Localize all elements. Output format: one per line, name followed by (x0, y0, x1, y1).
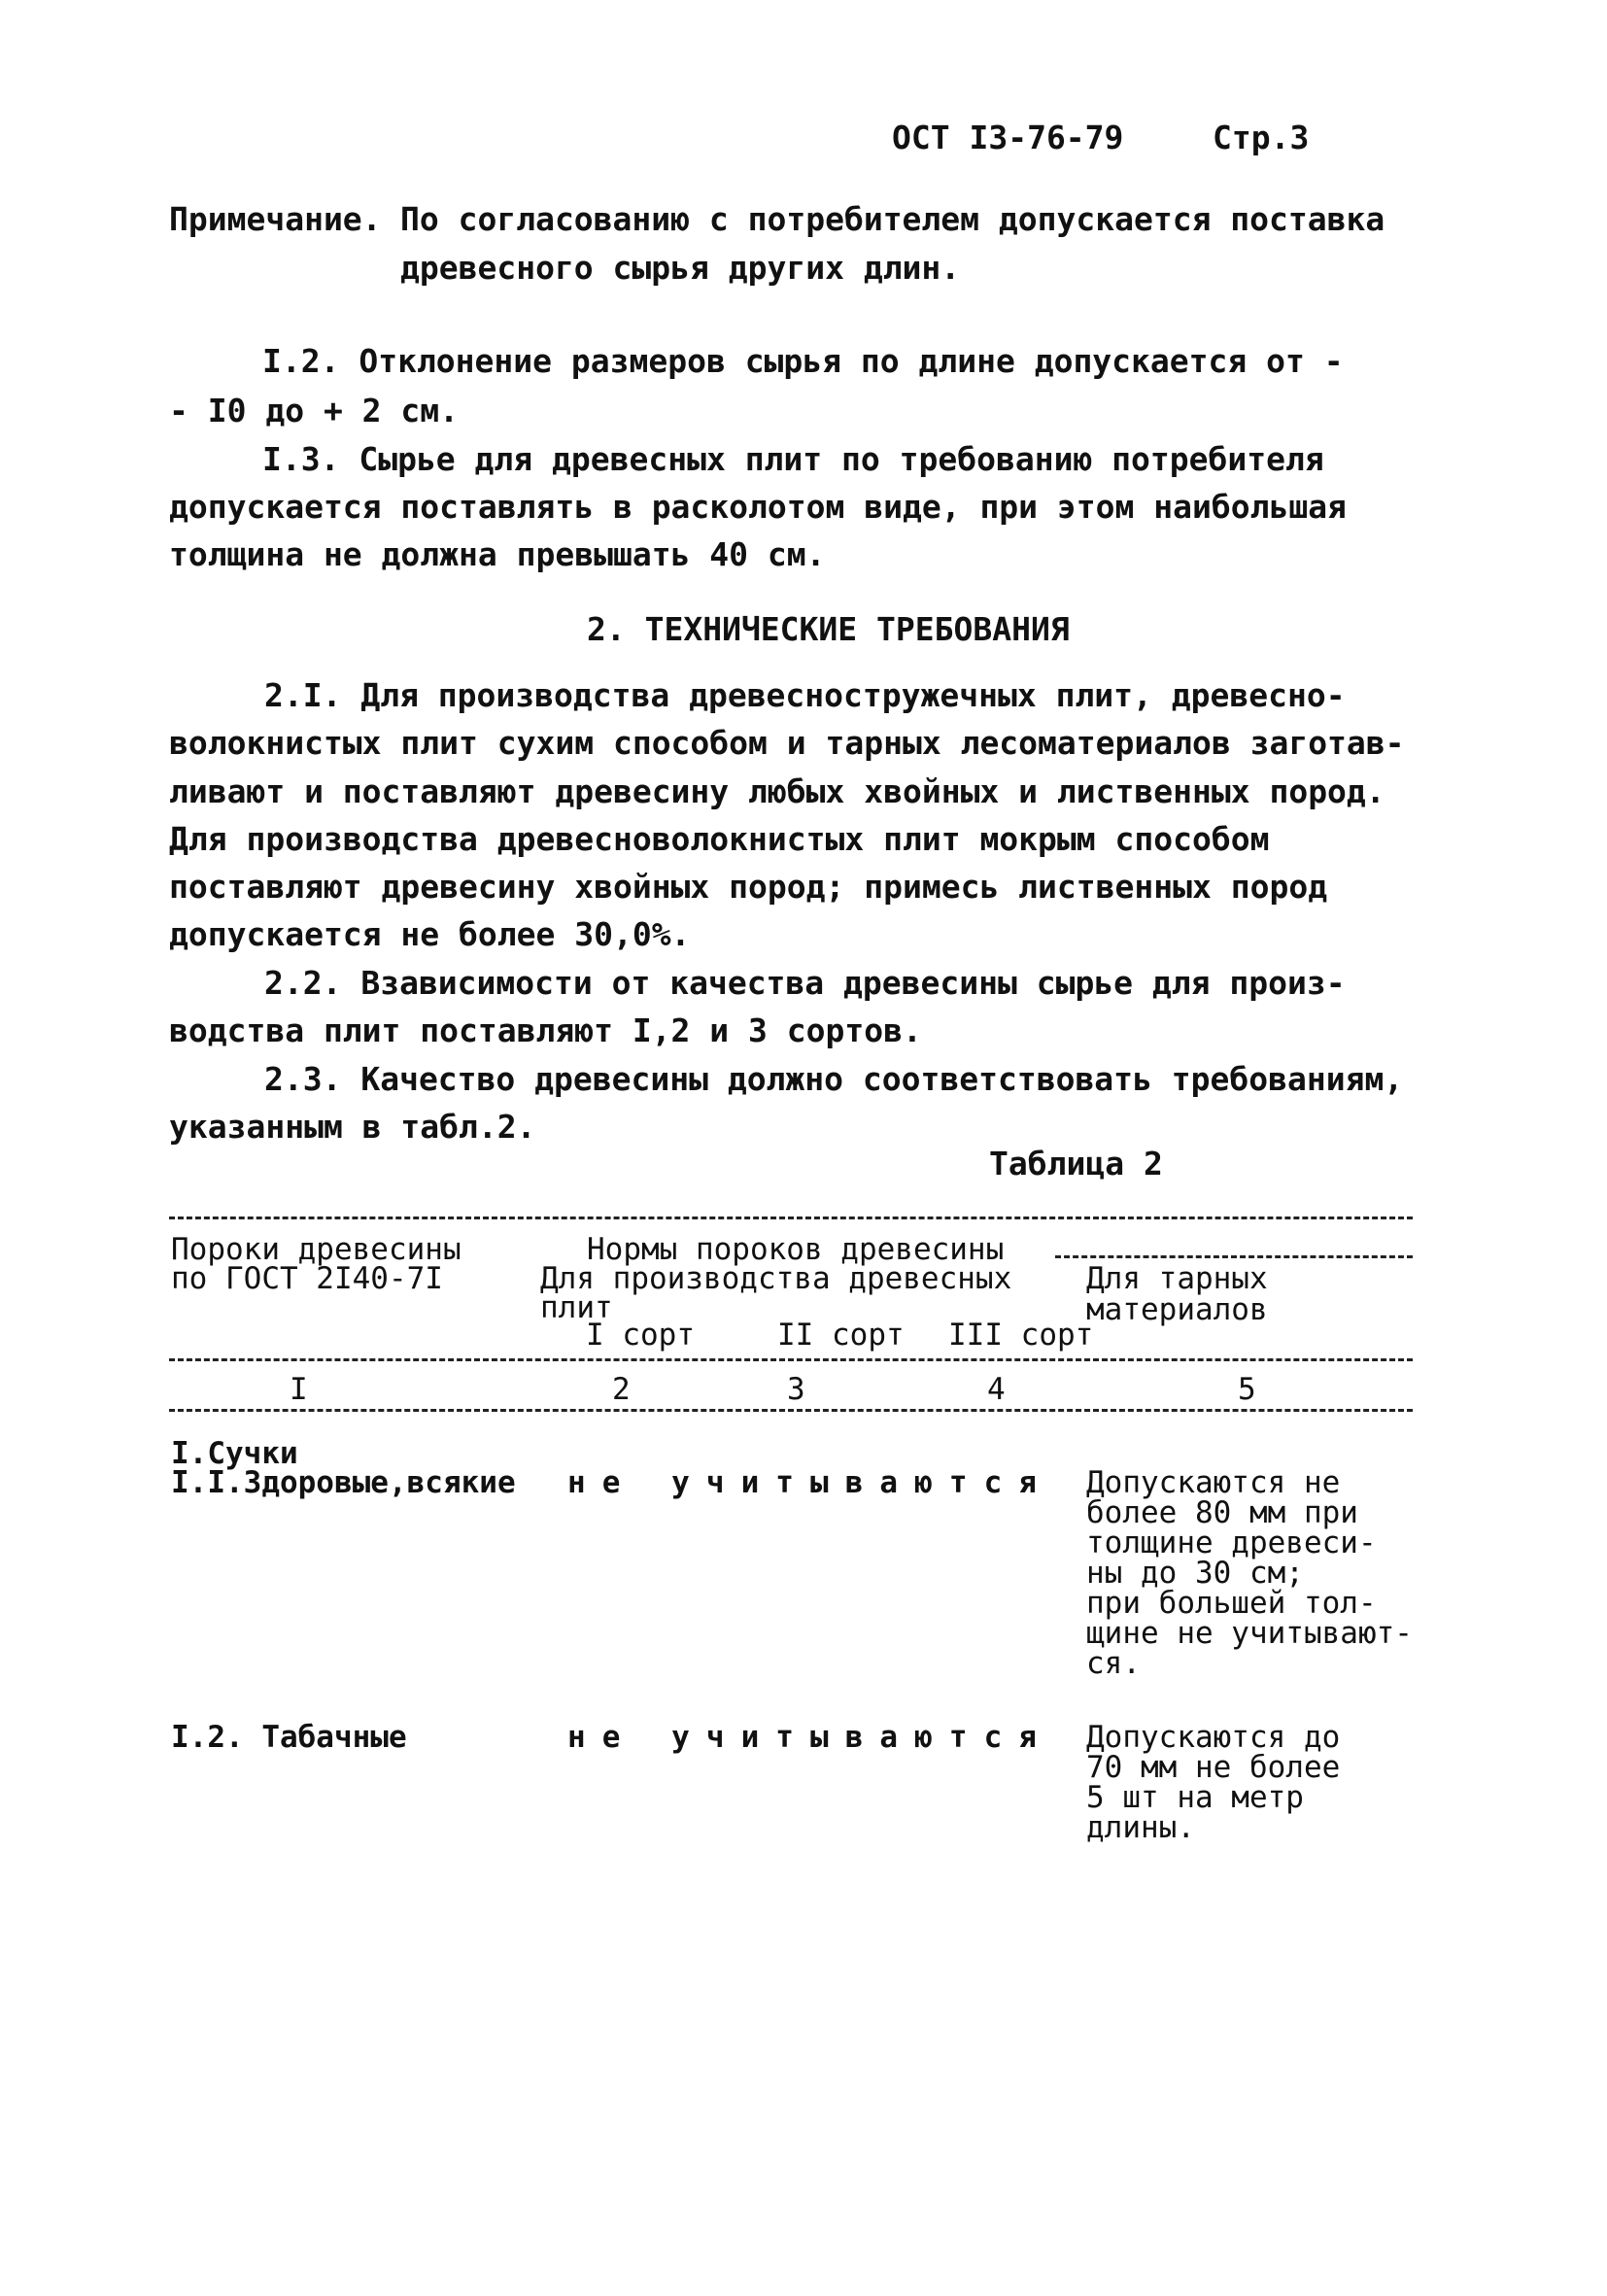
header-grade-2: II сорт (777, 1318, 905, 1353)
row-1-tara-line-2: более 80 мм при (1086, 1495, 1358, 1530)
column-number-3: 3 (787, 1372, 805, 1407)
paragraph-2-1-line-3: ливают и поставляют древесину любых хвойных и лиственных пород. (169, 772, 1385, 810)
column-number-2: 2 (612, 1372, 631, 1407)
row-1-tara-line-1: Допускаются не (1086, 1465, 1341, 1500)
note-label: Примечание. (169, 200, 382, 238)
row-1-tara-line-6: щине не учитывают- (1086, 1616, 1413, 1651)
note-text-line-2: древесного сырья других длин. (400, 249, 961, 287)
header-defects-line-2: по ГОСТ 2I40-7I (171, 1261, 443, 1296)
column-number-1: I (290, 1372, 308, 1407)
table-top-rule (169, 1217, 1413, 1219)
row-group-knots: I.Сучки (171, 1436, 298, 1471)
row-2-tara-line-1: Допускаются до (1086, 1720, 1341, 1755)
row-1-tara-line-5: при большей тол- (1086, 1586, 1377, 1621)
paragraph-1-2-line-1: I.2. Отклонение размеров сырья по длине допускается от - (262, 342, 1344, 380)
header-tara-line-1: Для тарных (1086, 1261, 1268, 1296)
table-caption: Таблица 2 (989, 1145, 1163, 1182)
header-grade-3: III сорт (948, 1318, 1094, 1353)
row-1-tara-line-4: ны до 30 см; (1086, 1556, 1304, 1591)
paragraph-1-3-line-2: допускается поставлять в расколотом виде, при этом наибольшая (169, 488, 1347, 526)
column-number-5: 5 (1238, 1372, 1256, 1407)
paragraph-2-1-line-4: Для производства древесноволокнистых плит мокрым способом (169, 820, 1270, 858)
header-grade-1: I сорт (586, 1318, 695, 1353)
row-2-tara-line-3: 5 шт на метр (1086, 1780, 1304, 1815)
paragraph-2-1-line-2: волокнистых плит сухим способом и тарных лесоматериалов заготав- (169, 724, 1405, 762)
paragraph-2-3-line-1: 2.3. Качество древесины должно соответствовать требованиям, (264, 1060, 1404, 1098)
paragraph-2-1-line-1: 2.I. Для производства древесностружечных плит, древесно- (264, 676, 1346, 714)
paragraph-2-2-line-2: водства плит поставляют I,2 и 3 сортов. (169, 1011, 922, 1049)
paragraph-2-1-line-6: допускается не более 30,0%. (169, 915, 691, 953)
row-2-tara-line-2: 70 мм не более (1086, 1750, 1341, 1785)
note-text-line-1: По согласованию с потребителем допускается поставка (400, 200, 1385, 238)
row-2-tara-line-4: длины. (1086, 1810, 1195, 1845)
column-number-4: 4 (987, 1372, 1006, 1407)
header-rule (169, 1358, 1413, 1361)
paragraph-2-1-line-5: поставляют древесину хвойных пород; примесь лиственных пород (169, 868, 1328, 906)
paragraph-2-2-line-1: 2.2. Взависимости от качества древесины сырье для произ- (264, 964, 1346, 1002)
document-code: ОСТ I3-76-79 (892, 119, 1124, 156)
paragraph-2-3-line-2: указанным в табл.2. (169, 1108, 536, 1146)
header-defects-line-1: Пороки древесины (171, 1232, 462, 1267)
row-1-name: I.I.Здоровые,всякие (171, 1465, 516, 1500)
page-number: Стр.3 (1213, 119, 1310, 156)
row-1-tara-line-3: толщине древеси- (1086, 1525, 1377, 1560)
header-tara-line-2: материалов (1086, 1292, 1268, 1327)
row-2-name: I.2. Табачные (171, 1720, 407, 1755)
section-2-title: 2. ТЕХНИЧЕСКИЕ ТРЕБОВАНИЯ (587, 610, 1070, 648)
header-norms: Нормы пороков древесины (587, 1232, 1005, 1267)
numbers-rule (169, 1409, 1413, 1412)
paragraph-1-2-line-2: - I0 до + 2 см. (169, 392, 460, 429)
paragraph-1-3-line-3: толщина не должна превышать 40 см. (169, 535, 826, 573)
row-1-tara-line-7: ся. (1086, 1646, 1141, 1681)
header-norms-rule (1055, 1255, 1413, 1258)
row-2-norm: не учитываются (567, 1720, 1053, 1755)
paragraph-1-3-line-1: I.3. Сырье для древесных плит по требованию потребителя (262, 440, 1324, 478)
header-plates-line-2: плит (540, 1290, 613, 1325)
row-1-norm: не учитываются (567, 1465, 1053, 1500)
header-plates-line-1: Для производства древесных (540, 1261, 1012, 1296)
